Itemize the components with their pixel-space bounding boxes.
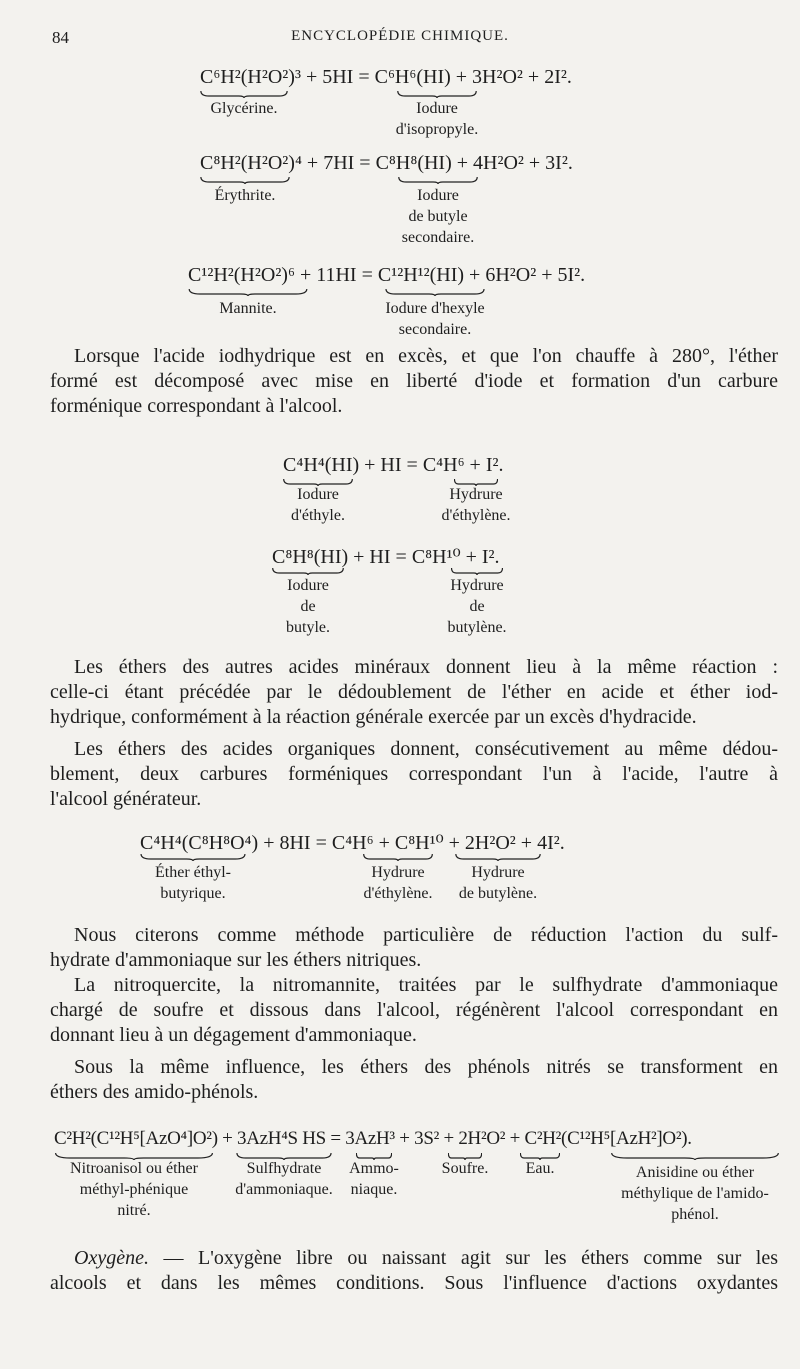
equation-ether-butyrique: C⁴H⁴(C⁸H⁸O⁴) + 8HI = C⁴H⁶ + C⁸H¹⁰ + 2H²O² + 4I². — [140, 832, 565, 854]
page-number: 84 — [52, 28, 69, 47]
label-hydrure-ethylene-2: Hydrure d'éthylène. — [363, 864, 433, 902]
label-iodure-hexyle: Iodure d'hexyle secondaire. — [385, 300, 485, 338]
equation-nitroanisol: C²H²(C¹²H⁵[AzO⁴]O²) + 3AzH⁴S HS = 3AzH³ + 3S² + 2H²O² + C²H²(C¹²H⁵[AzH²]O²). — [54, 1128, 692, 1149]
paragraph: Les éthers des acides organiques donnent, consécutivement au même dédou- blement, deux carbures forméniques correspondant l'un à l'acide, l'autre à l'alcool générateur. — [50, 738, 778, 810]
label-hydrure-butylene-2: Hydrure de butylène. — [458, 864, 538, 902]
label-erythrite: Érythrite. — [214, 187, 276, 204]
label-hydrure-butylene: Hydrure de butylène. — [447, 577, 507, 636]
label-sulfhydrate: Sulfhydrate d'ammoniaque. — [235, 1160, 333, 1198]
label-eau: Eau. — [525, 1160, 555, 1177]
paragraph: Nous citerons comme méthode particulière de réduction l'action du sulf- hydrate d'ammoniaque sur les éthers nitriques. — [50, 924, 778, 971]
label-glycerine: Glycérine. — [210, 100, 278, 117]
equation-iodure-butyle: C⁸H⁸(HI) + HI = C⁸H¹⁰ + I². — [272, 546, 500, 568]
label-mannite: Mannite. — [219, 300, 277, 317]
label-iodure-ethyle: Iodure d'éthyle. — [291, 486, 345, 524]
label-iodure-de-butyle: Iodure de butyle. — [286, 577, 330, 636]
label-iodure-butyle: Iodure de butyle secondaire. — [401, 187, 475, 246]
brace — [140, 853, 246, 861]
brace — [451, 567, 503, 575]
brace — [455, 853, 541, 861]
brace — [363, 853, 433, 861]
brace — [610, 1152, 780, 1160]
label-ether-ethyl-butyrique: Éther éthyl- butyrique. — [155, 864, 231, 902]
equation-mannite: C¹²H²(H²O²)⁶ + 11HI = C¹²H¹²(HI) + 6H²O² + 5I². — [188, 264, 586, 286]
brace — [200, 90, 288, 98]
section-heading-oxygene: Oxygène. — [74, 1247, 149, 1269]
page-header — [0, 28, 800, 54]
paragraph: Lorsque l'acide iodhydrique est en excès, et que l'on chauffe à 280°, l'éther formé est décomposé avec mise en liberté d'iode et formation d'un carbure forménique correspondant à l'alcool. — [50, 345, 778, 417]
label-hydrure-ethylene: Hydrure d'éthylène. — [441, 486, 511, 524]
label-soufre: Soufre. — [441, 1160, 489, 1177]
equation-erythrite: C⁸H²(H²O²)⁴ + 7HI = C⁸H⁸(HI) + 4H²O² + 3I². — [200, 152, 573, 174]
label-anisidine: Anisidine ou éther méthylique de l'amido- phénol. — [621, 1164, 769, 1223]
equation-iodure-ethyle: C⁴H⁴(HI) + HI = C⁴H⁶ + I². — [283, 454, 504, 476]
equation-glycerine: C⁶H²(H²O²)³ + 5HI = C⁶H⁶(HI) + 3H²O² + 2I². — [200, 66, 572, 88]
label-nitroanisol: Nitroanisol ou éther méthyl-phénique nitré. — [70, 1160, 198, 1219]
brace — [272, 567, 344, 575]
paragraph: La nitroquercite, la nitromannite, traitées par le sulfhydrate d'ammoniaque chargé de soufre et dissous dans l'alcool, régénèrent l'alcool correspondant en donnant lieu à un dégagement d'ammoniaque. — [50, 974, 778, 1046]
brace — [200, 176, 290, 184]
brace — [188, 288, 308, 296]
label-ammoniaque: Ammo- niaque. — [349, 1160, 399, 1198]
running-title: ENCYCLOPÉDIE CHIMIQUE. — [291, 28, 509, 44]
paragraph: Sous la même influence, les éthers des phénols nitrés se transforment en éthers des amido-phénols. — [50, 1056, 778, 1103]
brace — [398, 176, 478, 184]
paragraph: Les éthers des autres acides minéraux donnent lieu à la même réaction : celle-ci étant précédée par le dédoublement de l'éther en acide et éther iod- hydrique, conformément à la réaction générale exercée par un excès d'hydracide. — [50, 656, 778, 728]
brace — [397, 90, 477, 98]
brace — [385, 288, 485, 296]
paragraph: Oxygène. — L'oxygène libre ou naissant agit sur les éthers comme sur les alcools et dans les mêmes conditions. Sous l'influence d'actions oxydantes — [50, 1247, 778, 1294]
label-iodure-isopropyle: Iodure d'isopropyle. — [395, 100, 479, 138]
